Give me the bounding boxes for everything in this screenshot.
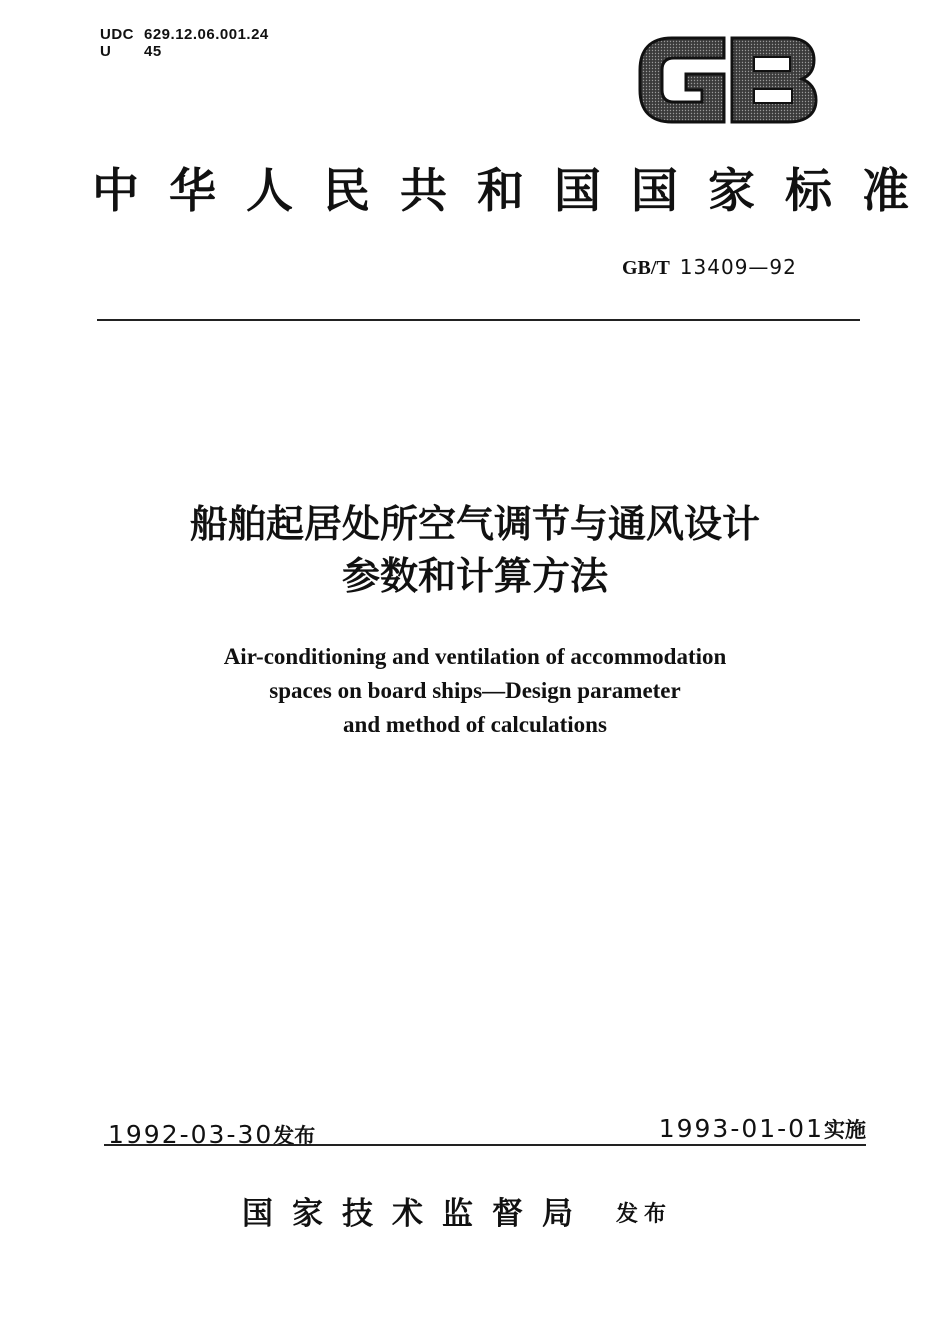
date-row bbox=[104, 1114, 866, 1148]
title-en-line-1: Air-conditioning and ventilation of accommodation bbox=[223, 644, 727, 669]
class-value: 45 bbox=[144, 43, 162, 60]
standard-number bbox=[622, 255, 797, 280]
class-line bbox=[100, 43, 269, 60]
bottom-divider bbox=[104, 1144, 866, 1146]
issue-date-value: 1992-03-30 bbox=[108, 1120, 274, 1149]
document-title-cn bbox=[0, 498, 950, 602]
implementation-date-value: 1993-01-01 bbox=[658, 1114, 824, 1143]
udc-value: 629.12.06.001.24 bbox=[144, 26, 269, 43]
title-en-line-2: spaces on board ships—Design parameter bbox=[269, 678, 681, 703]
title-cn-line-1: 船舶起居处所空气调节与通风设计 bbox=[189, 502, 760, 546]
implementation-date bbox=[659, 1114, 866, 1144]
standard-title: 中华人民共和国国家标准 bbox=[92, 164, 939, 219]
implementation-date-suffix: 实施 bbox=[824, 1118, 866, 1142]
issuer-row bbox=[242, 1188, 672, 1233]
standard-code: 13409—92 bbox=[679, 255, 797, 279]
title-en-line-3: and method of calculations bbox=[343, 712, 607, 737]
udc-label: UDC bbox=[100, 26, 134, 43]
issue-date-suffix: 发布 bbox=[273, 1124, 316, 1148]
document-title-en bbox=[0, 640, 950, 742]
udc-line bbox=[100, 26, 269, 43]
issuer-suffix: 发布 bbox=[616, 1202, 673, 1227]
title-cn-line-2: 参数和计算方法 bbox=[341, 554, 608, 598]
issuer-name: 国家技术监督局 bbox=[242, 1196, 592, 1232]
class-label: U bbox=[100, 43, 112, 60]
top-divider bbox=[97, 319, 860, 321]
gb-emblem-icon bbox=[636, 34, 818, 126]
udc-block bbox=[100, 26, 269, 60]
standard-prefix: GB/T bbox=[622, 257, 670, 279]
